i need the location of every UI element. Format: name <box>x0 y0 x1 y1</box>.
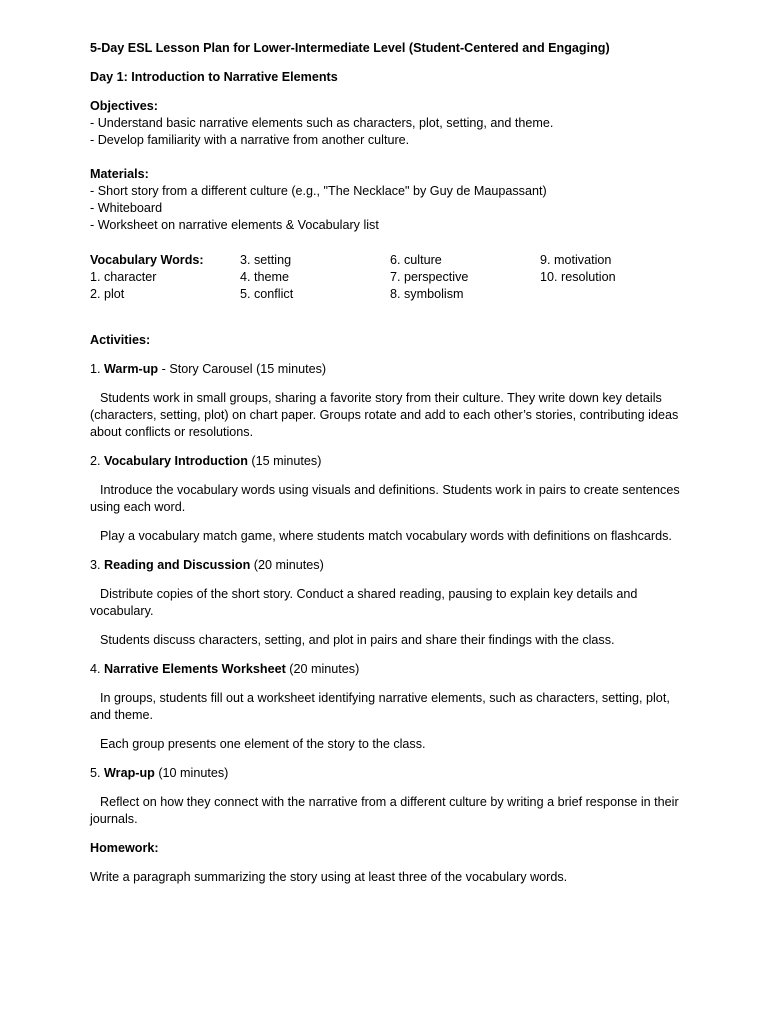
objectives-section <box>90 98 690 149</box>
materials-section <box>90 166 690 234</box>
activity-paragraph: Introduce the vocabulary words using visuals and definitions. Students work in pairs to create sentences using each word. <box>90 483 680 514</box>
activity-detail: (20 minutes) <box>250 558 324 572</box>
activity-detail: (20 minutes) <box>285 662 360 676</box>
vocabulary-word: 2. plot <box>90 287 125 301</box>
activity-paragraph: In groups, students fill out a worksheet identifying narrative elements, such as characters, setting, plot, and theme. <box>90 691 670 722</box>
activity-name: Narrative Elements Worksheet <box>104 662 286 676</box>
document-title: 5-Day ESL Lesson Plan for Lower-Intermediate Level (Student-Centered and Engaging) <box>90 41 610 55</box>
vocabulary-word: 8. symbolism <box>390 287 464 301</box>
material-item: - Worksheet on narrative elements & Vocabulary list <box>90 218 379 232</box>
materials-heading: Materials: <box>90 167 149 181</box>
vocabulary-column <box>540 252 690 303</box>
activity-number: 3. <box>90 558 101 572</box>
vocabulary-column <box>390 252 540 303</box>
activity-paragraph: Distribute copies of the short story. Conduct a shared reading, pausing to explain key details and vocabulary. <box>90 587 638 618</box>
activity-paragraph: Students work in small groups, sharing a favorite story from their culture. They write down key details (characters, setting, plot) on chart paper. Groups rotate and add to each other’s stories, contributing ideas about conflicts or resolutions. <box>90 391 679 439</box>
vocabulary-word: 10. resolution <box>540 270 616 284</box>
activity-name: Warm-up <box>104 362 159 376</box>
activity-title <box>90 765 690 782</box>
activity-title <box>90 453 690 470</box>
material-item: - Short story from a different culture (e.g., "The Necklace" by Guy de Maupassant) <box>90 184 547 198</box>
objective-item: - Understand basic narrative elements such as characters, plot, setting, and theme. <box>90 116 554 130</box>
homework-text: Write a paragraph summarizing the story using at least three of the vocabulary words. <box>90 870 568 884</box>
activity-name: Vocabulary Introduction <box>104 454 248 468</box>
activity-number: 5. <box>90 766 101 780</box>
activity-detail: (10 minutes) <box>154 766 229 780</box>
activity-paragraph: Reflect on how they connect with the narrative from a different culture by writing a brief response in their journals. <box>90 795 679 826</box>
document-content <box>90 40 690 886</box>
vocabulary-word: 9. motivation <box>540 253 612 267</box>
objectives-heading: Objectives: <box>90 99 158 113</box>
activity-detail: (15 minutes) <box>247 454 322 468</box>
activity-paragraph: Play a vocabulary match game, where students match vocabulary words with definitions on flashcards. <box>100 529 672 543</box>
activity-paragraph: Each group presents one element of the story to the class. <box>100 737 426 751</box>
activity-number: 1. <box>90 362 101 376</box>
vocabulary-column <box>240 252 390 303</box>
day-heading: Day 1: Introduction to Narrative Elements <box>90 70 338 84</box>
objective-item: - Develop familiarity with a narrative from another culture. <box>90 133 410 147</box>
vocabulary-word: 4. theme <box>240 270 290 284</box>
vocabulary-word: 3. setting <box>240 253 292 267</box>
activity-title <box>90 557 690 574</box>
activity-name: Wrap-up <box>104 766 155 780</box>
activities-heading: Activities: <box>90 333 151 347</box>
activity-title <box>90 361 690 378</box>
vocabulary-word: 1. character <box>90 270 157 284</box>
material-item: - Whiteboard <box>90 201 163 215</box>
activity-name: Reading and Discussion <box>104 558 251 572</box>
vocabulary-section <box>90 252 690 303</box>
activity-number: 2. <box>90 454 101 468</box>
activities-section <box>90 332 690 828</box>
vocabulary-word: 5. conflict <box>240 287 294 301</box>
homework-section <box>90 840 690 886</box>
activity-detail: - Story Carousel (15 minutes) <box>158 362 327 376</box>
activity-number: 4. <box>90 662 101 676</box>
vocabulary-column <box>90 252 240 303</box>
activity-title <box>90 661 690 678</box>
vocabulary-word: 7. perspective <box>390 270 469 284</box>
activity-paragraph: Students discuss characters, setting, and plot in pairs and share their findings with the class. <box>100 633 615 647</box>
vocabulary-heading: Vocabulary Words: <box>90 253 204 267</box>
vocabulary-word: 6. culture <box>390 253 442 267</box>
homework-heading: Homework: <box>90 841 159 855</box>
